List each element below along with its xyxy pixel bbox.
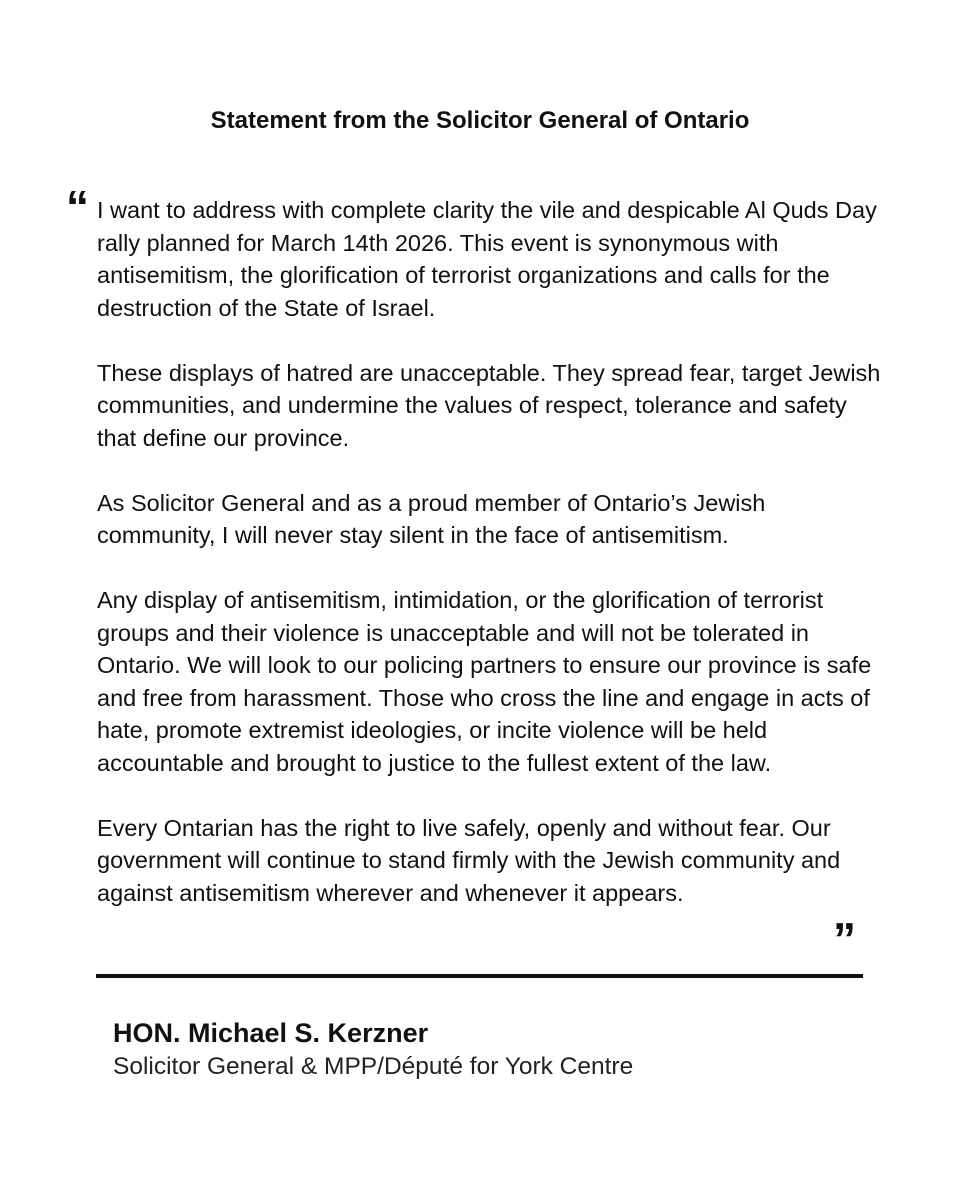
statement-paragraph: I want to address with complete clarity the vile and despicable Al Quds Day rally planned for March 14th 2026. This event is synonymous with antisemitism, the glorification of terrorist organizations and calls for the destruction of the State of Israel. bbox=[97, 197, 877, 321]
statement-title: Statement from the Solicitor General of Ontario bbox=[210, 107, 750, 134]
statement-paragraph: Any display of antisemitism, intimidation, or the glorification of terrorist groups and their violence is unacceptable and will not be tolerated in Ontario. We will look to our policing partners to ensure our province is safe and free from harassment. Those who cross the line and engage in acts of hate, promote extremist ideologies, or incite violence will be held accountable and brought to justice to the fullest extent of the law. bbox=[97, 587, 872, 776]
close-quote-icon: ” bbox=[833, 913, 856, 965]
divider-rule bbox=[96, 974, 863, 978]
signatory-name: HON. Michael S. Kerzner bbox=[113, 1018, 429, 1048]
statement-paragraph: These displays of hatred are unacceptable. They spread fear, target Jewish communities, and undermine the values of respect, tolerance and safety that define our province. bbox=[97, 359, 881, 451]
statement-paragraph: As Solicitor General and as a proud member of Ontario’s Jewish community, I will never stay silent in the face of antisemitism. bbox=[97, 489, 766, 548]
open-quote-icon: “ bbox=[66, 181, 89, 233]
statement-paragraph: Every Ontarian has the right to live safely, openly and without fear. Our government will continue to stand firmly with the Jewish community and against antisemitism wherever and whenever it appears. bbox=[97, 814, 841, 906]
signatory-role: Solicitor General & MPP/Député for York Centre bbox=[113, 1053, 634, 1080]
statement-body bbox=[97, 194, 887, 909]
